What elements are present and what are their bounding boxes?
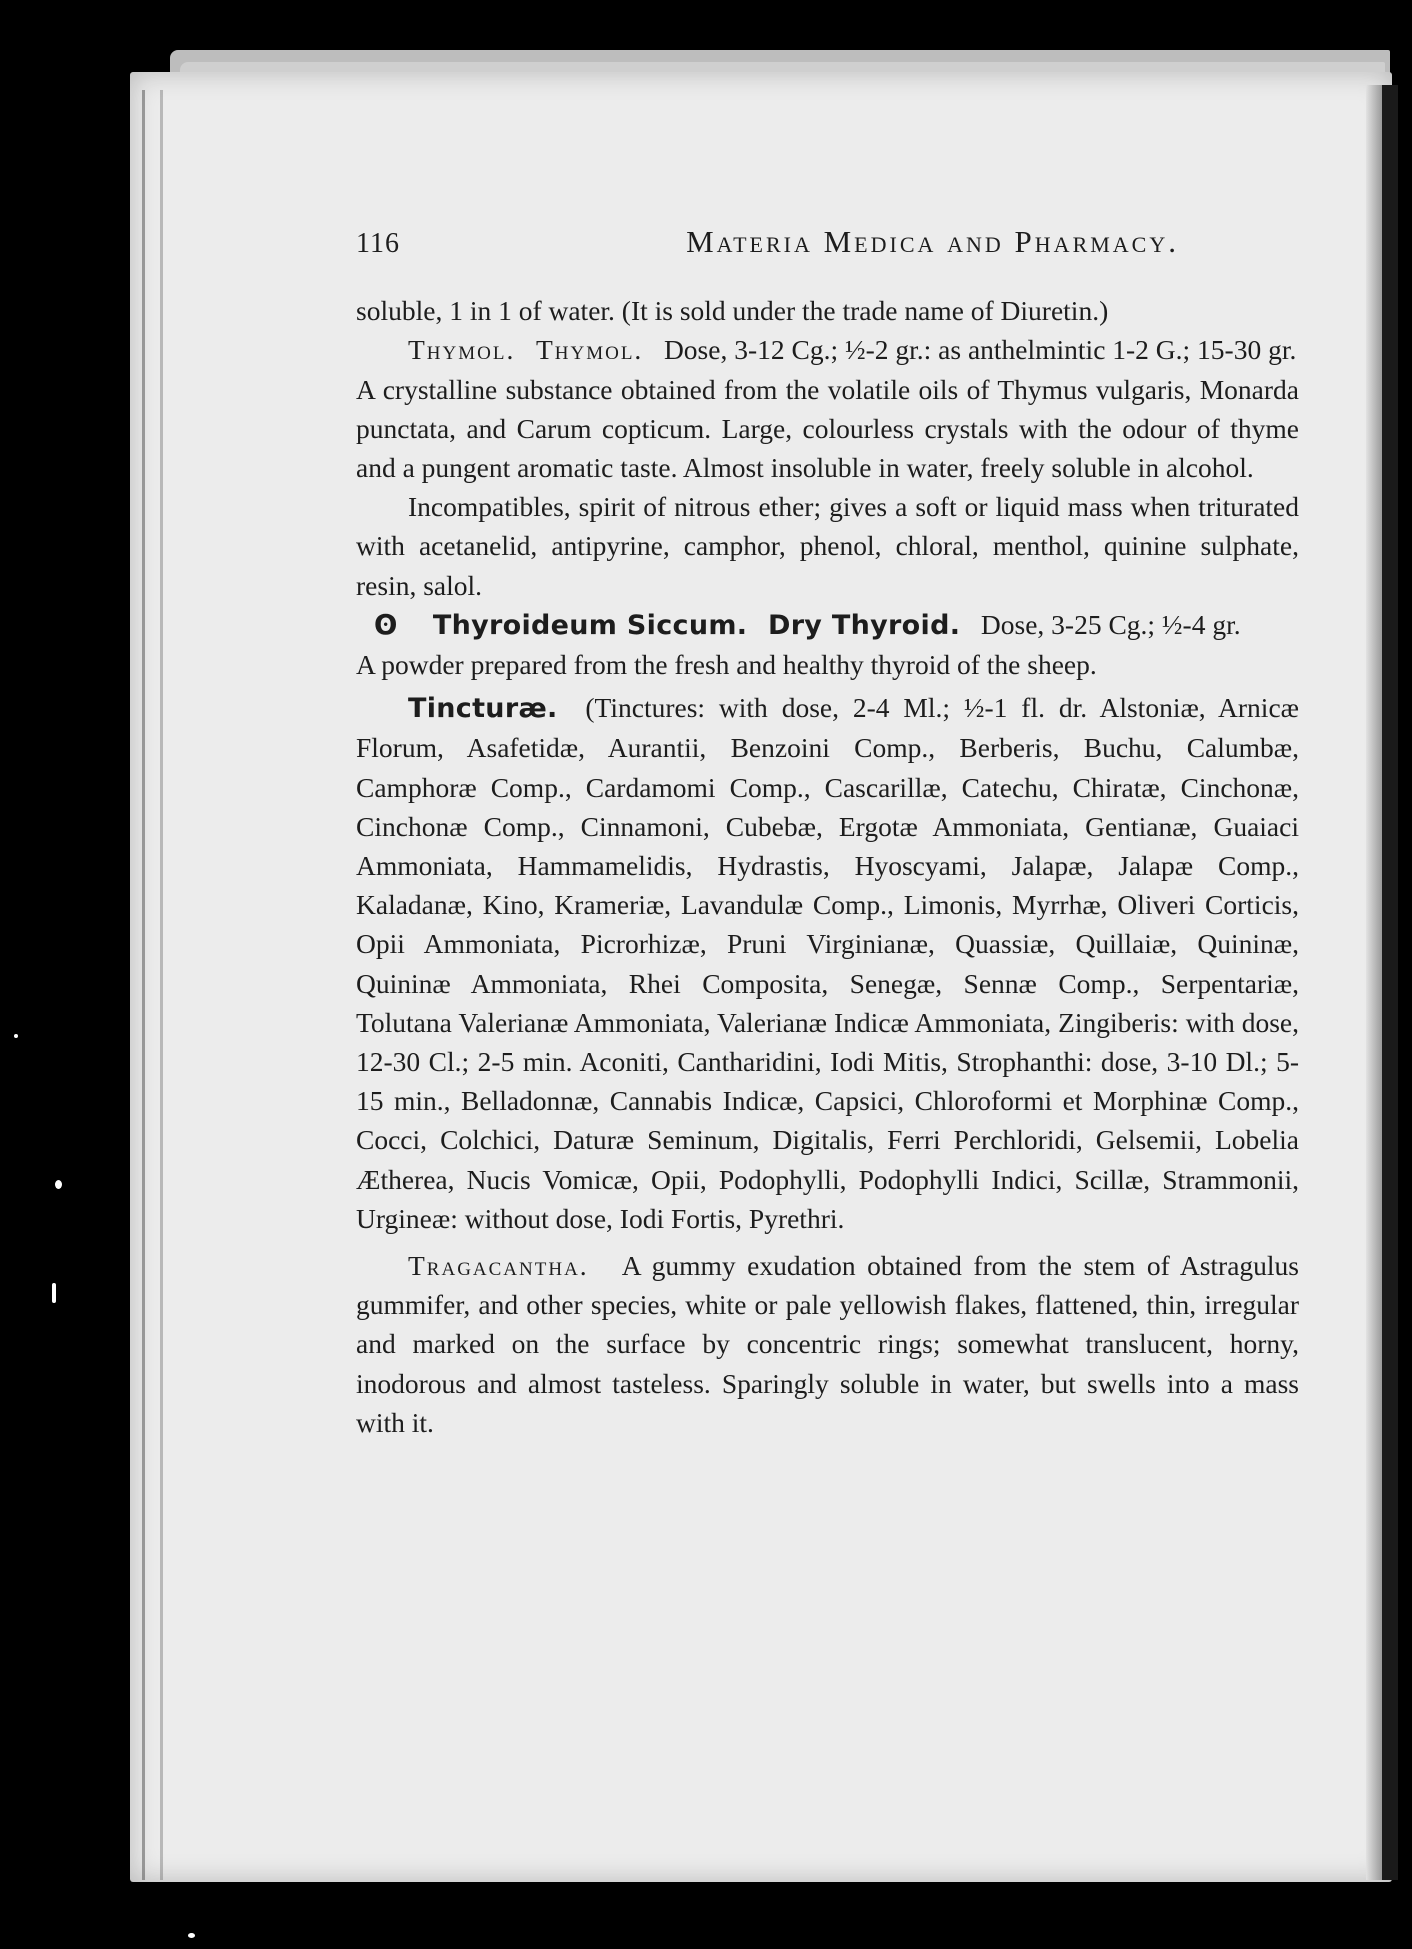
scan-speck: [14, 1034, 18, 1038]
entry-description: A gummy exudation obtained from the stem of Astragulus gummifer, and other species, white or pale yellowish flakes, flattened, thin, irregular and marked on the surface by concentric rings; somewhat translucent, horny, inodorous and almost tasteless. Sparingly soluble in water, but swells into a mass with it.: [356, 1250, 1300, 1438]
entry-english-name: Dry Thyroid.: [767, 609, 961, 641]
entry-english-name: Thymol.: [535, 334, 644, 366]
page-header: [356, 222, 1299, 263]
page-text-block: [356, 222, 1299, 1442]
paragraph-thyroid-description: A powder prepared from the fresh and healthy thyroid of the sheep.: [356, 649, 1097, 681]
tincture-list: (Tinctures: with dose, 2-4 Ml.; ½-1 fl. dr. Alstoniæ, Arnicæ Florum, Asafetidæ, Aurantii, Benzoini Comp., Berberis, Buchu, Calumbæ, Camphoræ Comp., Cardamomi Comp., Cascarillæ, Catechu, Chiratæ, Cinchonæ, Cinchonæ Comp., Cinnamoni, Cubebæ, Ergotæ Ammoniata, Gentianæ, Guaiaci Ammoniata, Hammamelidis, Hydrastis, Hyoscyami, Jalapæ, Jalapæ Comp., Kaladanæ, Kino, Krameriæ, Lavandulæ Comp., Limonis, Myrrhæ, Oliveri Corticis, Opii Ammoniata, Picrorhizæ, Pruni Virginianæ, Quassiæ, Quillaiæ, Quininæ, Quininæ Ammoniata, Rhei Composita, Senegæ, Sennæ Comp., Serpentariæ, Tolutana Valerianæ Ammoniata, Valerianæ Indicæ Ammoniata, Zingiberis: with dose, 12-30 Cl.; 2-5 min. Aconiti, Cantharidini, Iodi Mitis, Strophanthi: dose, 3-10 Dl.; 5-15 min., Belladonnæ, Cannabis Indicæ, Capsici, Chloroformi et Morphinæ Comp., Cocci, Colchici, Daturæ Seminum, Digitalis, Ferri Perchloridi, Gelsemii, Lobelia Ætherea, Nucis Vomicæ, Opii, Podophylli, Podophylli Indici, Scillæ, Strammonii, Urgineæ: without dose, Iodi Fortis, Pyrethri.: [356, 692, 1299, 1234]
page-right-edge: [1382, 85, 1398, 1880]
entry-latin-name: Tragacantha.: [408, 1250, 589, 1282]
page-gutter-line: [142, 90, 145, 1880]
paragraph-thymol-description: A crystalline substance obtained from the volatile oils of Thymus vulgaris, Monarda punctata, and Carum copticum. Large, colourless crystals with the odour of thyme and a pungent aromatic taste. Almost insoluble in water, freely soluble in alcohol.: [356, 373, 1299, 484]
official-mark-icon: ʘ: [374, 608, 398, 641]
page-right-shadow: [1366, 85, 1382, 1880]
entry-dose: Dose, 3-25 Cg.; ½-4 gr.: [980, 608, 1241, 640]
scan-speck: [52, 1283, 56, 1303]
running-title: Materia Medica and Pharmacy.: [686, 224, 1179, 259]
entry-latin-name: Tincturæ.: [408, 693, 558, 725]
entry-latin-name: Thymol.: [408, 334, 516, 366]
page-number: 116: [356, 228, 400, 259]
scan-speck: [55, 1180, 62, 1189]
paragraph-diuretin: soluble, 1 in 1 of water. (It is sold under the trade name of Diuretin.): [356, 295, 1109, 327]
paragraph-thymol-incompatibles: Incompatibles, spirit of nitrous ether; gives a soft or liquid mass when triturated with acetanelid, antipyrine, camphor, phenol, chloral, menthol, quinine sulphate, resin, salol.: [356, 491, 1299, 601]
page-gutter-line-inner: [160, 90, 163, 1880]
entry-thyroid: [356, 605, 1299, 645]
entry-dose: Dose, 3-12 Cg.; ½-2 gr.: as anthelmintic 1-2 G.; 15-30 gr.: [663, 334, 1297, 366]
scan-speck: [188, 1933, 195, 1938]
entry-thymol: [356, 330, 1299, 369]
entry-tincturae: [356, 688, 1299, 1238]
entry-latin-name: Thyroideum Siccum.: [432, 609, 748, 641]
entry-tragacantha: [356, 1246, 1299, 1442]
